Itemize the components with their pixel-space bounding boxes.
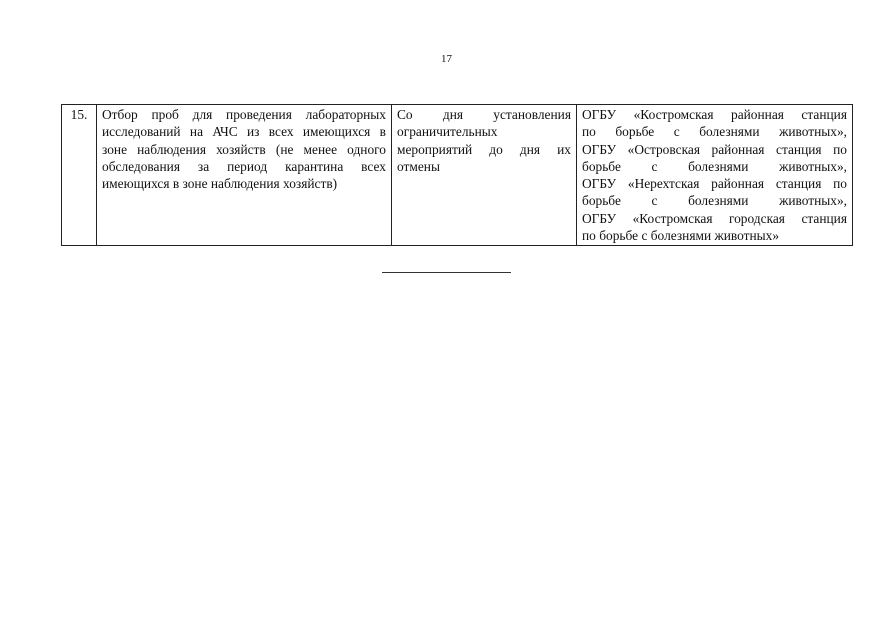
activity-line: Отбор проб для проведения лабораторных xyxy=(102,107,386,122)
period-line: отмены xyxy=(397,158,440,174)
responsible-line: борьбе с болезнями животных», xyxy=(582,158,847,174)
period-cell xyxy=(392,105,577,246)
activity-line: зоне наблюдения хозяйств (не менее одного xyxy=(102,141,386,157)
row-number-cell xyxy=(62,105,97,246)
activity-line: имеющихся в зоне наблюдения хозяйств) xyxy=(102,176,338,192)
responsible-line: по борьбе с болезнями животных» xyxy=(582,228,780,244)
responsible-line: ОГБУ «Костромская городская станция xyxy=(582,210,847,226)
period-line: мероприятий до дня их xyxy=(397,141,571,157)
table-row xyxy=(62,105,853,246)
responsible-line: по борьбе с болезнями животных», xyxy=(582,124,847,140)
row-number: 15. xyxy=(70,107,88,122)
period-line: ограничительных xyxy=(397,124,498,140)
responsible-line: ОГБУ «Островская районная станция по xyxy=(582,141,847,157)
responsible-line: борьбе с болезнями животных», xyxy=(582,193,847,209)
measures-table xyxy=(61,104,853,246)
end-rule xyxy=(382,272,511,273)
activity-line: обследования за период карантина всех xyxy=(102,158,386,174)
responsible-line: ОГБУ «Костромская районная станция xyxy=(582,107,847,122)
activity-cell xyxy=(97,105,392,246)
period-line: Со дня установления xyxy=(397,107,571,122)
activity-line: исследований на АЧС из всех имеющихся в xyxy=(102,124,386,140)
responsible-line: ОГБУ «Нерехтская районная станция по xyxy=(582,176,847,192)
responsible-cell xyxy=(577,105,853,246)
page-number: 17 xyxy=(441,53,452,65)
